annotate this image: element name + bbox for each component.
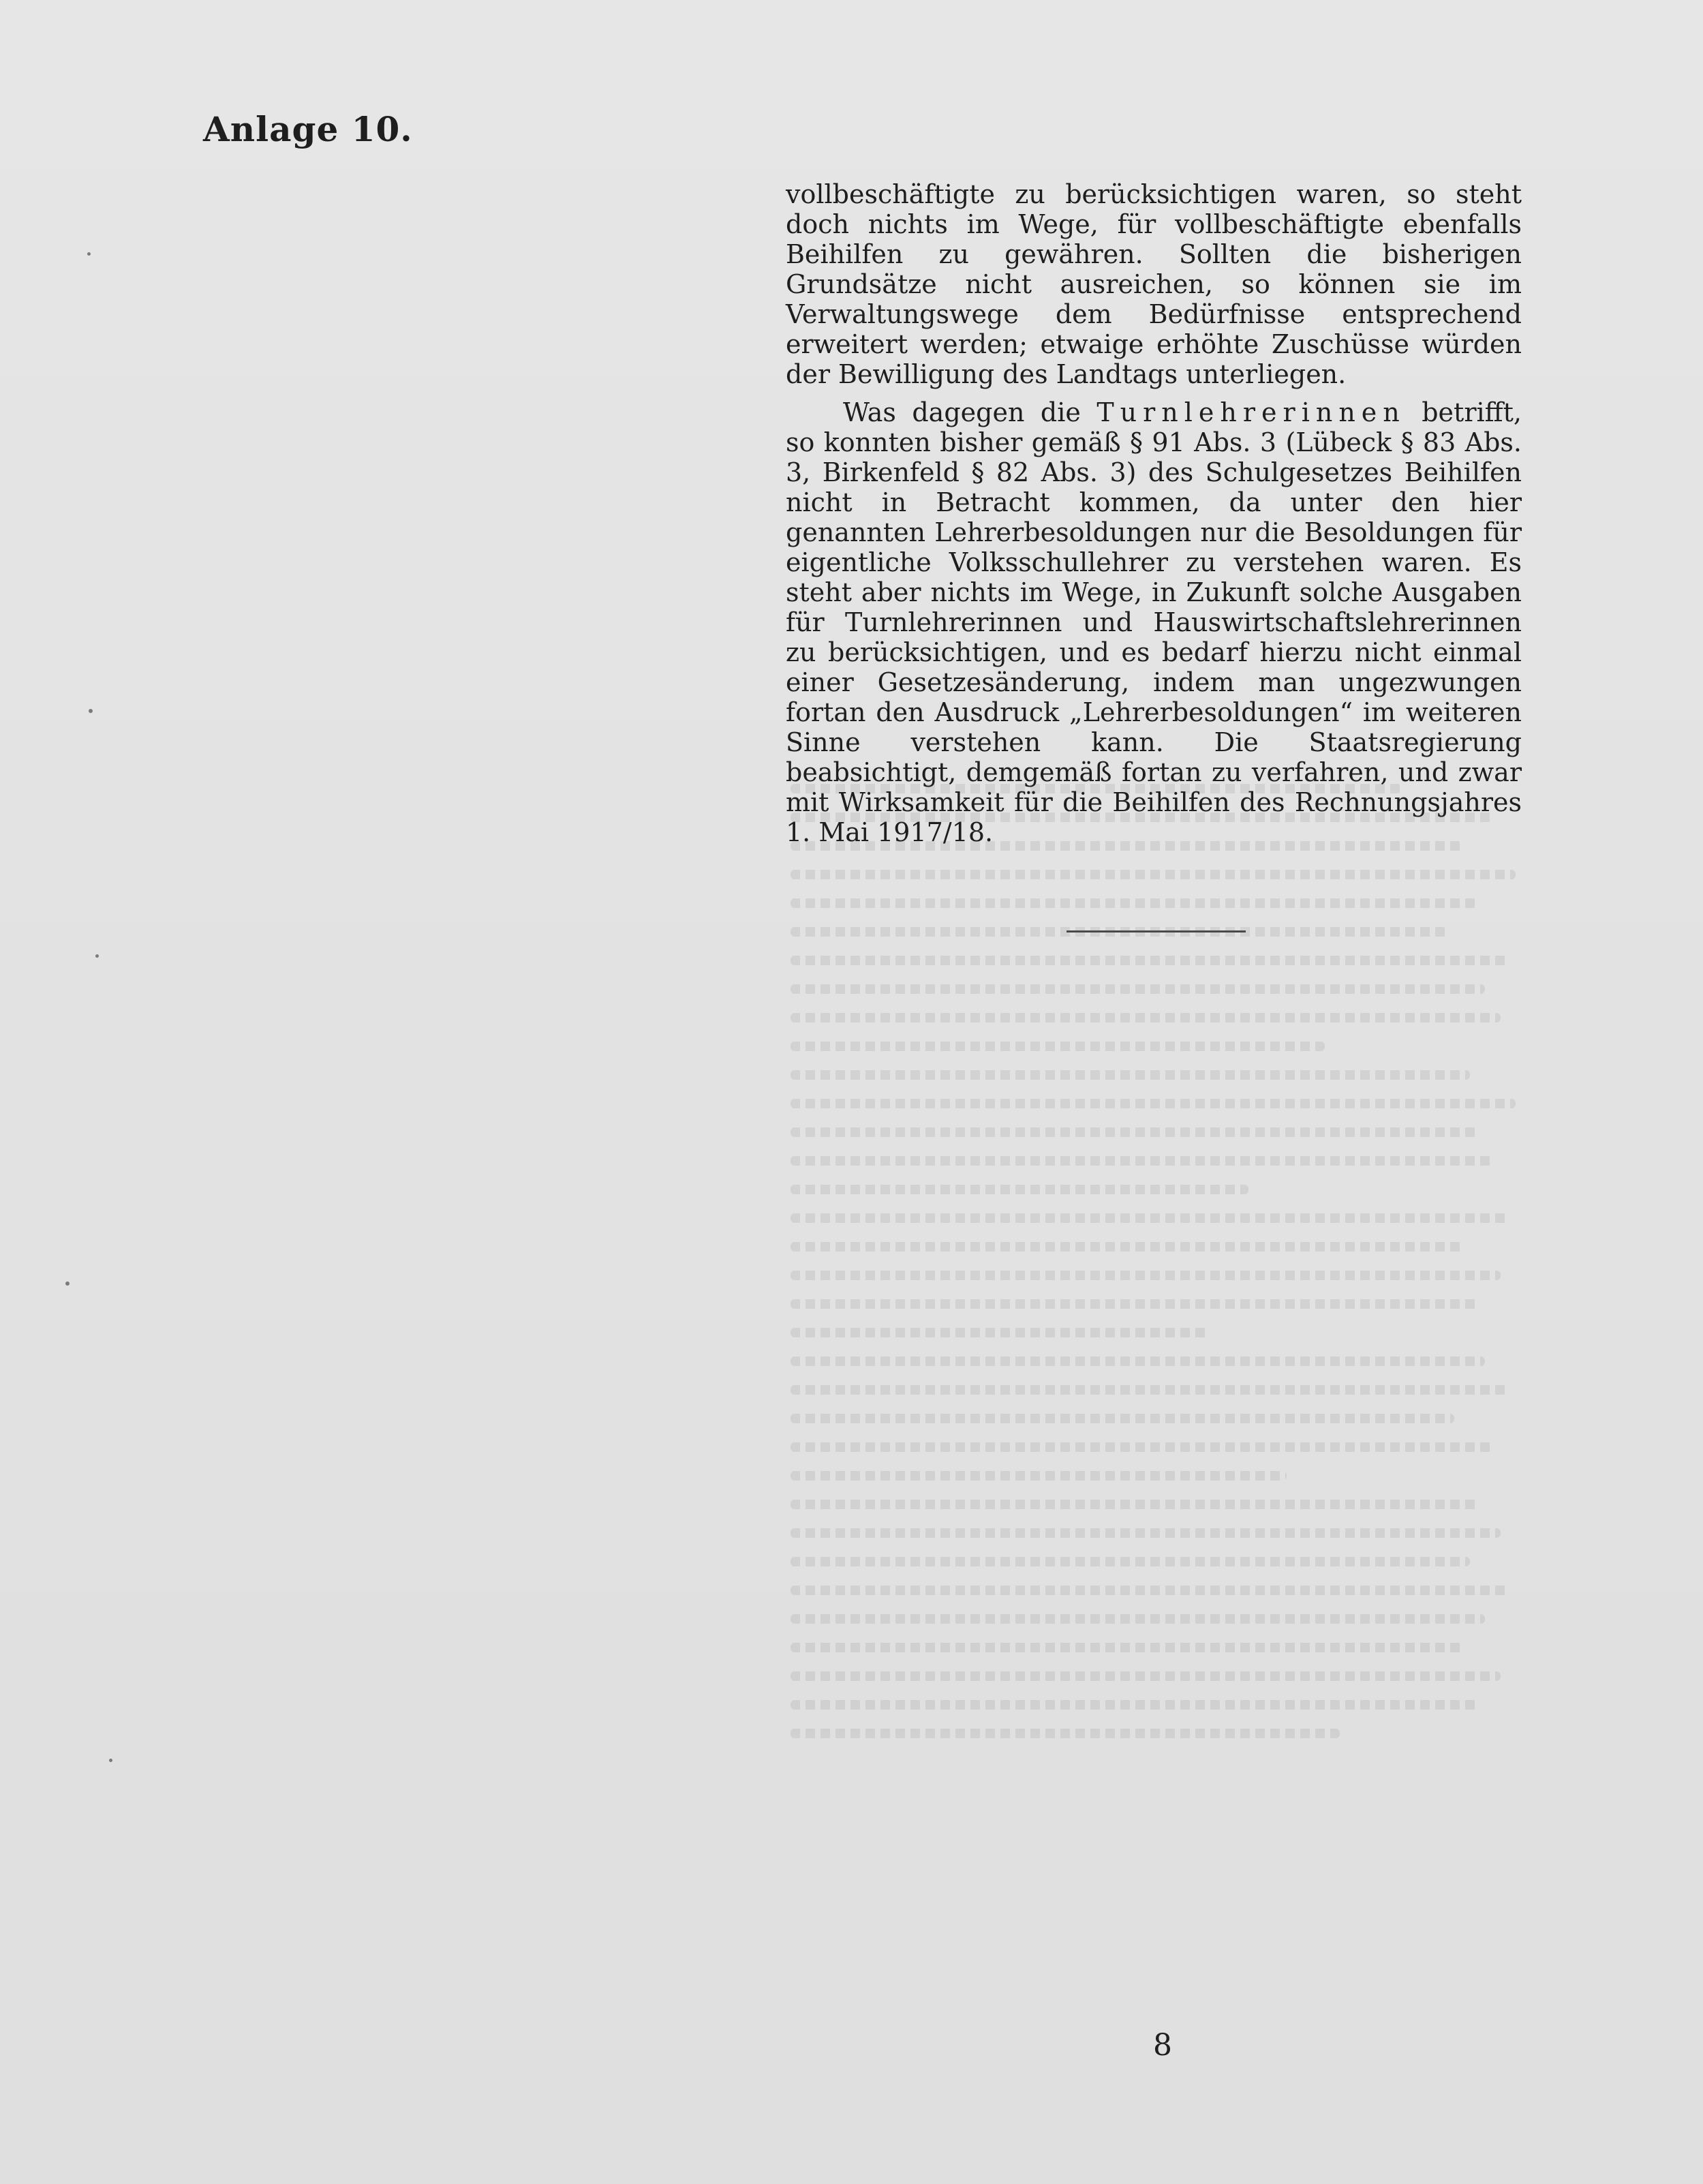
- paragraph-2-rest: betrifft, so konnten bisher gemäß § 91 Abs. 3 (Lübeck § 83 Abs. 3, Birkenfeld § 82 Abs. 3) des Schulgesetzes Beihilfen nicht in Betracht kommen, da unter den hier genannten Lehrerbesoldungen nur die Besoldungen für eigentliche Volksschullehrer zu verstehen waren. Es steht aber nichts im Wege, in Zukunft solche Ausgaben für Turnlehrerinnen und Hauswirtschaftslehrerinnen zu berücksichtigen, und es bedarf hierzu nicht einmal einer Gesetzesänderung, indem man ungezwungen fortan den Ausdruck „Lehrerbesoldungen“ im weiteren Sinne verstehen kann. Die Staatsregierung beabsichtigt, demgemäß fortan zu verfahren, und zwar mit Wirksamkeit für die Beihilfen des Rechnungsjahres 1. Mai 1917/18.: [786, 397, 1522, 847]
- appendix-title: Anlage 10.: [203, 109, 413, 149]
- paper-speck: [65, 1281, 70, 1286]
- paper-speck: [95, 954, 99, 958]
- page-number: 8: [1153, 2028, 1172, 2063]
- paragraph-2: [786, 397, 1522, 847]
- paragraph-1: vollbeschäftigte zu berücksichtigen waren, so steht doch nichts im Wege, für vollbeschäftigte ebenfalls Beihilfen zu gewähren. Sollten die bisherigen Grundsätze nicht ausreichen, so können sie im Verwaltungswege dem Bedürfnisse entsprechend erweitert werden; etwaige erhöhte Zuschüsse würden der Bewilligung des Landtags unterliegen.: [786, 179, 1522, 389]
- emphasized-term: Turnlehrerinnen: [1096, 397, 1406, 427]
- paper-speck: [87, 252, 91, 256]
- bleed-through-shadow: [791, 784, 1554, 2065]
- paragraph-2-lead: Was dagegen die: [843, 397, 1081, 427]
- paper-speck: [89, 709, 93, 713]
- section-divider: [1067, 930, 1246, 932]
- paper-speck: [109, 1759, 112, 1762]
- body-text: [786, 179, 1522, 847]
